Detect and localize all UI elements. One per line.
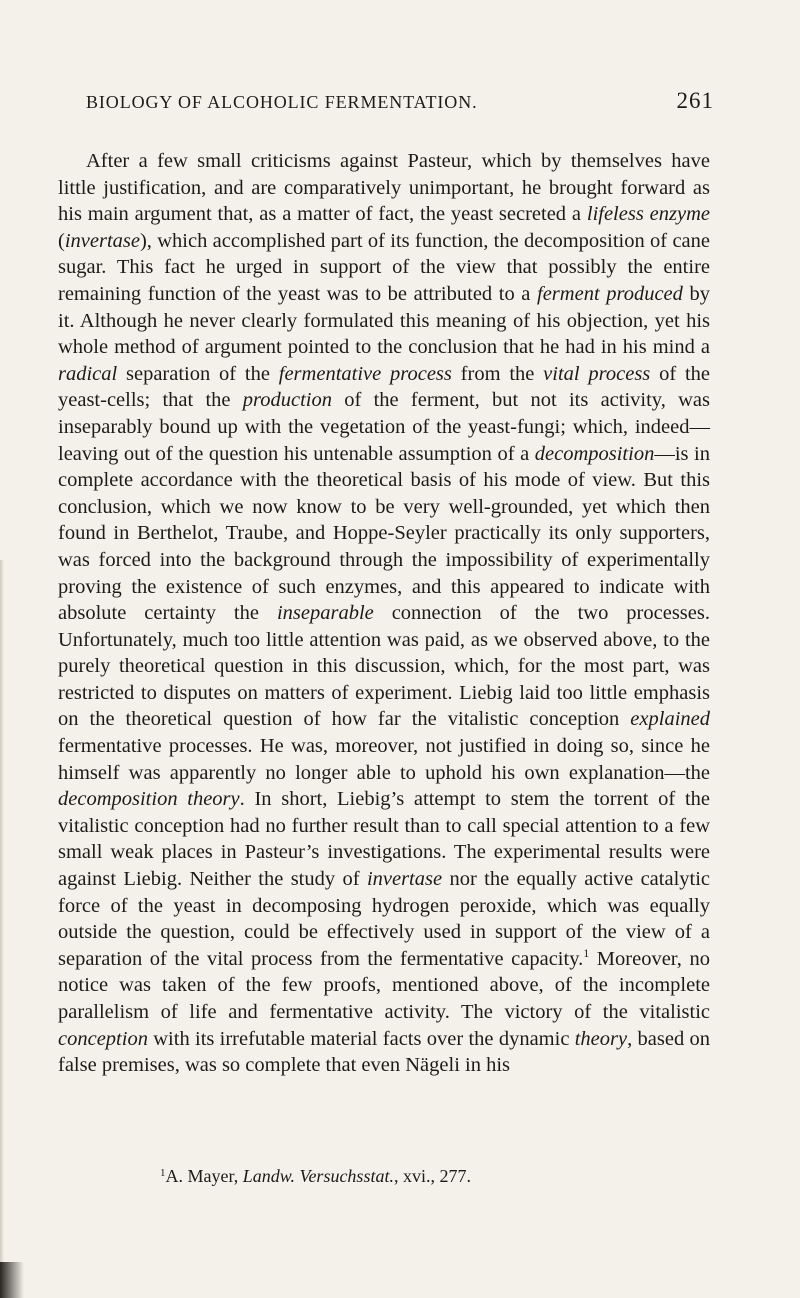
footnote-text: A. Mayer, (165, 1166, 243, 1186)
body-text (58, 148, 710, 1079)
text-run: . In short, Liebig’s attempt to stem the torrent of the vitalistic conception had no further result than to call special attention to a few small weak places in Pasteur’s investigations. The experimental results were against Liebig. Neither the study of (58, 788, 710, 891)
italic-run: decomposition (534, 442, 655, 465)
binding-shadow (0, 560, 4, 1298)
scan-edge-mark (0, 1262, 30, 1298)
italic-run: production (242, 389, 332, 412)
text-run: of the ferment, but not its activity, was inseparably bound up with the vegetation of the yeast-fungi; which, indeed—leaving out of the question his untenable assumption of a (58, 389, 710, 465)
text-run: fermentative processes. He was, moreover, not justified in doing so, since he himself was apparently no longer able to uphold his own explanation—the (58, 735, 710, 784)
italic-run: explained (630, 708, 710, 731)
text-run: connection of the two processes. Unfortunately, much too little attention was paid, as we observed above, to the purely theoretical question in this discussion, which, for the most part, was restricted to disputes on matters of experiment. Liebig laid too little emphasis on the theoretical question of how far the vitalistic conception (58, 602, 710, 731)
italic-run: theory (574, 1027, 628, 1050)
footnote-marker: 1 (160, 1167, 166, 1179)
italic-run: radical (58, 362, 118, 385)
text-run: separation of the (117, 362, 279, 385)
text-run: by it. Although he never clearly formulated this meaning of his objection, yet his whole method of argument pointed to the conclusion that he had in his mind a (58, 282, 711, 359)
text-run: from the (451, 362, 544, 385)
text-run: of the yeast-cells; that the (58, 362, 710, 412)
footnote (58, 1165, 710, 1187)
text-run: with its irrefutable material facts over the dynamic (147, 1027, 575, 1050)
text-run: After a few small criticisms against Pasteur, which by themselves have little justification, and are comparatively unimportant, he brought forward as his main argument that, as a matter of fact, the yeast secreted a (58, 150, 710, 226)
text-run: ( (58, 229, 65, 252)
text-run: ), which accomplished part of its function, the decomposition of cane sugar. This fact he urged in support of the view that possibly the entire remaining function of the yeast was to be attributed to a (58, 229, 710, 305)
italic-run: lifeless enzyme (586, 203, 710, 226)
footnote-reference[interactable]: 1 (583, 945, 590, 960)
paragraph (58, 148, 710, 1079)
text-run: Moreover, no notice was taken of the few proofs, mentioned above, of the incomplete parallelism of life and fermentative activity. The victory of the vitalistic (58, 947, 710, 1023)
italic-run: fermentative process (278, 362, 452, 385)
text-run: —is in complete accordance with the theoretical basis of his mode of view. But this conclusion, which we now know to be very well-grounded, yet which then found in Berthelot, Traube, and Hoppe-Seyler practically its only supporters, was forced into the background through the impossibility of experimentally proving the existence of such enzymes, and this appeared to indicate with absolute certainty the (58, 442, 710, 625)
italic-run: decomposition theory (58, 788, 240, 811)
italic-run: invertase (64, 229, 140, 252)
running-head (80, 88, 714, 114)
running-head-title: BIOLOGY OF ALCOHOLIC FERMENTATION. (86, 92, 478, 112)
text-run: , based on false premises, was so complete that even Nägeli in his (58, 1027, 710, 1077)
italic-run: invertase (366, 868, 443, 891)
text-run: nor the equally active catalytic force of the yeast in decomposing hydrogen peroxide, which was equally outside the question, could be effectively used in support of the view of a separation of the vital process from the fermentative capacity. (58, 868, 711, 970)
italic-run: vital process (543, 362, 651, 385)
italic-run: conception (58, 1027, 148, 1050)
footnote-text: , xvi., 277. (393, 1166, 471, 1186)
page-number: 261 (676, 88, 714, 113)
italic-run: inseparable (276, 602, 374, 625)
footnote-italic: Landw. Versuchsstat. (242, 1166, 394, 1186)
italic-run: ferment produced (537, 282, 683, 305)
